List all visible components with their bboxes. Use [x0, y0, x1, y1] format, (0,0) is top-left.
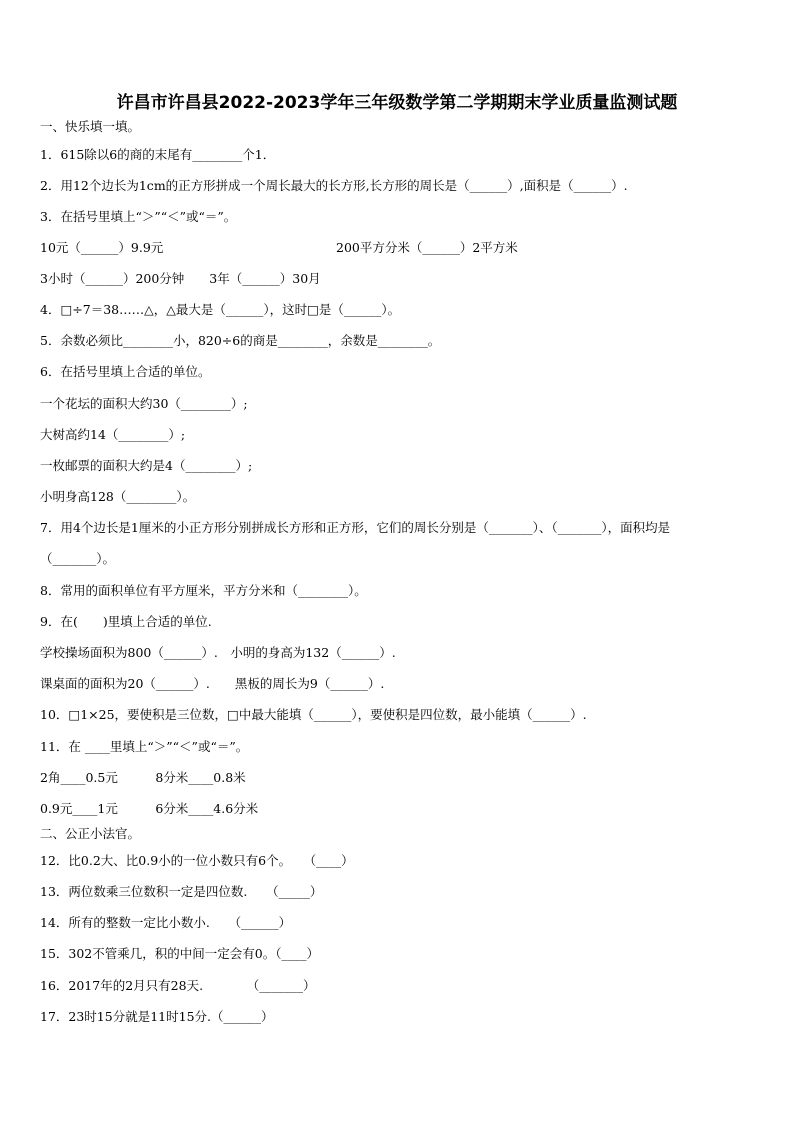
question-2: 2．用12个边长为1cm的正方形拼成一个周长最大的长方形,长方形的周长是（______）,面积是（______）. [40, 178, 628, 193]
question-12: 12．比0.2大、比0.9小的一位小数只有6个。 （____） [40, 853, 354, 868]
question-3-item-b: 200平方分米（______）2平方米 [336, 240, 518, 255]
question-6-item-b: 大树高约14（________）; [40, 427, 186, 442]
question-7-continued: （_______）。 [40, 551, 116, 566]
question-3-item-c: 3小时（______）200分钟 3年（______）30月 [40, 271, 321, 286]
question-16: 16．2017年的2月只有28天. （_______） [40, 978, 316, 993]
question-7: 7．用4个边长是1厘米的小正方形分别拼成长方形和正方形，它们的周长分别是（_______）、（_______），面积均是 [40, 520, 671, 535]
question-9: 9．在( )里填上合适的单位. [40, 614, 212, 629]
question-11-row-2: 0.9元____1元 6分米____4.6分米 [40, 801, 259, 816]
question-17: 17．23时15分就是11时15分.（______） [40, 1009, 274, 1024]
section-2-heading: 二、公正小法官。 [40, 826, 141, 841]
question-6-item-a: 一个花坛的面积大约30（________）; [40, 396, 248, 411]
question-14: 14．所有的整数一定比小数小. （______） [40, 915, 292, 930]
question-6-item-d: 小明身高128（________）。 [40, 489, 196, 504]
question-1: 1．615除以6的商的末尾有________个1． [40, 147, 276, 162]
question-6-item-c: 一枚邮票的面积大约是4（________）; [40, 458, 253, 473]
question-4: 4．□÷7＝38……△，△最大是（______），这时□是（______）。 [40, 302, 401, 317]
question-3: 3．在括号里填上“＞”“＜”或“＝”。 [40, 209, 237, 224]
question-5: 5．余数必须比________小，820÷6的商是________，余数是________。 [40, 333, 441, 348]
question-11: 11．在 ____里填上“＞”“＜”或“＝”。 [40, 739, 249, 754]
question-15: 15．302不管乘几，积的中间一定会有0。（____） [40, 946, 319, 961]
question-11-row-1: 2角____0.5元 8分米____0.8米 [40, 770, 246, 785]
page-title: 许昌市许昌县2022-2023学年三年级数学第二学期期末学业质量监测试题 [116, 93, 678, 113]
section-1-heading: 一、快乐填一填。 [40, 119, 141, 134]
question-3-item-a: 10元（______）9.9元 [40, 240, 164, 255]
question-9-row-2: 课桌面的面积为20（______）. 黑板的周长为9（______）. [40, 676, 385, 691]
question-13: 13．两位数乘三位数积一定是四位数. （_____） [40, 884, 323, 899]
question-8: 8．常用的面积单位有平方厘米，平方分米和（________）。 [40, 583, 367, 598]
question-6: 6．在括号里填上合适的单位。 [40, 364, 211, 379]
question-9-row-1: 学校操场面积为800（______）. 小明的身高为132（______）. [40, 645, 396, 660]
question-10: 10．□1×25，要使积是三位数，□中最大能填（______），要使积是四位数，最小能填（______）. [40, 707, 587, 722]
